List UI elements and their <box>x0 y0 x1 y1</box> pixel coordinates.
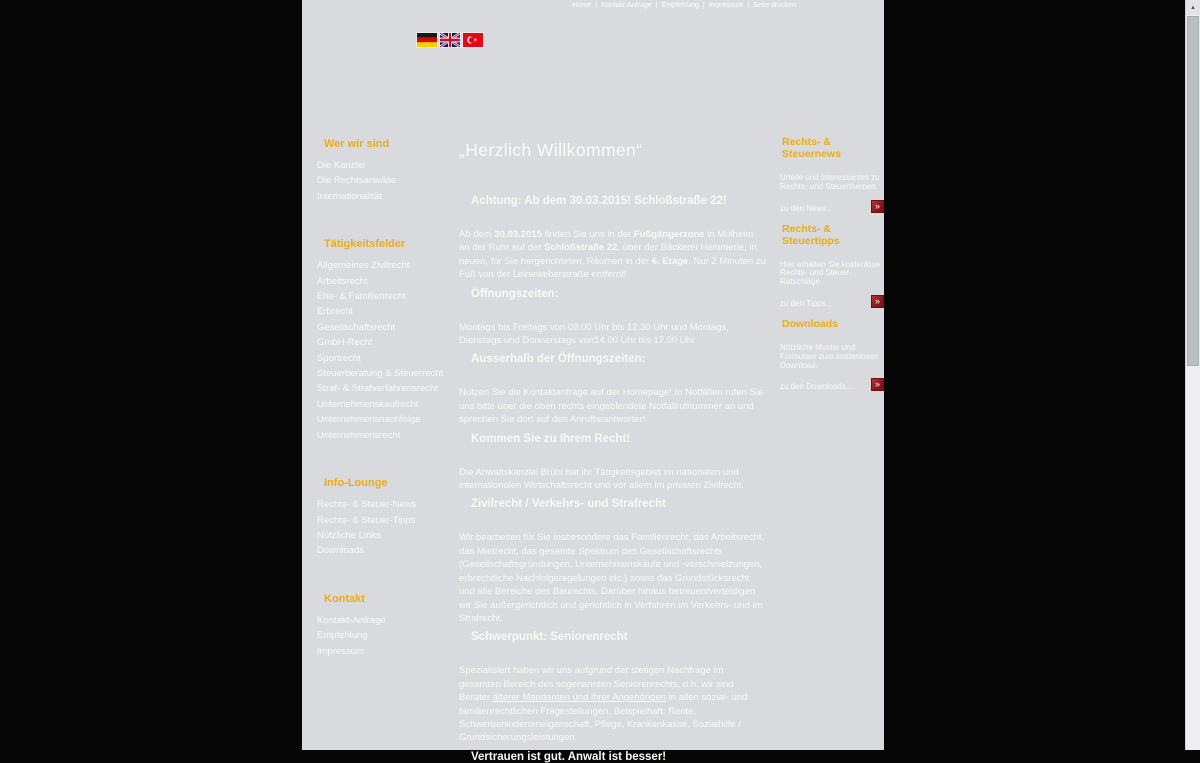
text-segment: finden Sie uns in der <box>541 229 634 240</box>
text-segment: Montags bis Freitags von 09.00 Uhr bis 12.30 Uhr und Montags, Dienstags und Donnerstags von14.00 Uhr bis 17.00 Uhr <box>459 321 729 347</box>
paragraph <box>459 466 766 493</box>
sidebar-item-die-kanzlei[interactable]: Die Kanzlei <box>317 160 366 171</box>
sidebar-item-downloads[interactable]: Downloads <box>317 545 364 557</box>
text-segment: Ab dem <box>459 229 495 240</box>
sidebar-item-arbeitsrecht[interactable]: Arbeitsrecht <box>317 275 368 287</box>
sidebar-item-unternehmensrecht[interactable]: Unternehmensrecht <box>317 429 401 441</box>
sidebar-item-allgemeines-zivilrecht[interactable]: Allgemeines Zivilrecht <box>317 260 410 272</box>
content-heading: Schwerpunkt: Seniorenrecht <box>471 631 628 644</box>
top-nav <box>573 2 796 9</box>
sidebar-item-ehe-familienrecht[interactable]: Ehe- & Familienrecht <box>317 291 406 303</box>
rail-box-rechts-steuertipps <box>780 223 884 308</box>
rail-box-title: Rechts- & Steuertipps <box>782 222 840 247</box>
paragraph <box>459 386 766 426</box>
sidebar-item-sportrecht[interactable]: Sportrecht <box>317 352 361 364</box>
content-heading: Zivilrecht / Verkehrs- und Strafrecht <box>471 498 666 511</box>
turkish-flag-icon[interactable] <box>463 33 483 47</box>
text-segment: 6. Etage <box>651 255 689 267</box>
nav-link-impressum[interactable]: Impressum <box>708 2 744 9</box>
text-segment: Die Anwaltskanzlei Brühl hat ihr Tätigkeitsgebiet im nationalen und internationalen Wirtschaftsrecht und vor allem im privaten Zivilrecht. <box>459 466 745 492</box>
content-heading: Vertrauen ist gut. Anwalt ist besser! <box>471 750 667 763</box>
rail-link-row <box>780 295 884 308</box>
text-segment: Wir bearbeiten für Sie insbesondere das Familienrecht, das Arbeitsrecht, das Mietrecht, das gesamte Spektrum des Gesellschaftsrechts (Gesellschaftsgründungen, Unternehmenskäufe und -verschmelzungen, erbrechtliche Nachfolgeregelungen etc.) sowie das Grundstücksrecht und alle Bereiche des Baurechts. Darüber hinaus betreuen/verteidigen wir Sie außergerichtlich und gerichtlich in Verfahren im Verkehrs- und im Strafrecht. <box>459 532 765 624</box>
paragraph <box>459 531 766 625</box>
sidebar-item-unternehmensnachfolge[interactable]: Unternehmensnachfolge <box>317 414 421 426</box>
sidebar-section-title: Wer wir sind <box>324 138 390 150</box>
rail-link-row <box>780 378 884 391</box>
sidebar-section-wer-wir-sind <box>317 138 459 204</box>
rail-link-zu-den-news[interactable]: zu den News... <box>780 203 833 213</box>
text-segment: Fußgängerzone <box>633 229 705 240</box>
nav-link-home[interactable]: Home <box>572 2 592 9</box>
text-segment: 30.03.2015 <box>494 229 542 240</box>
main-sections <box>459 195 766 763</box>
nav-link-kontakt-anfrage[interactable]: Kontakt-Anfrage <box>601 2 652 9</box>
sidebar-section-info-lounge <box>317 477 459 559</box>
sidebar-item-gesellschaftsrecht[interactable]: Gesellschaftsrecht <box>317 321 396 333</box>
sidebar-item-die-rechtsanw-lte[interactable]: Die Rechtsanwälte <box>317 175 397 187</box>
content-heading: Achtung: Ab dem 30.03.2015! Schloßstraße 22! <box>471 195 727 207</box>
german-flag-icon[interactable] <box>417 33 437 47</box>
sidebar-section-t-tigkeitsfelder <box>317 238 459 443</box>
main-content <box>459 140 766 763</box>
text-segment: Spezialisiert haben wir uns aufgrund der stetigen Nachfrage im gesamten Bereich des sogenannten Seniorenrechts, d.h. wir sind Berater <box>459 665 734 704</box>
paragraph <box>459 321 766 348</box>
scrollbar-up-arrow[interactable]: ▲ <box>1186 0 1200 15</box>
rail-box-text: Urteile und Interessantes zu Rechts- und Steuerthemen. <box>780 173 880 191</box>
rail-box-downloads <box>780 318 884 391</box>
sidebar-section-title: Kontakt <box>324 592 365 605</box>
nav-separator: | <box>747 2 750 9</box>
double-chevron-button[interactable]: » <box>871 295 884 308</box>
sidebar-section-title: Info-Lounge <box>324 477 388 490</box>
page-title: „Herzlich Willkommen“ <box>459 140 643 160</box>
sidebar-section-kontakt <box>317 593 459 659</box>
sidebar-item-impressum[interactable]: Impressum <box>317 645 364 657</box>
sidebar-item-gmbh-recht[interactable]: GmbH-Recht <box>317 337 373 349</box>
nav-separator: | <box>702 2 705 9</box>
text-segment: , über der Bäckerei Hemmerle, in neuen, für Sie hergerichteten, Räumen in der <box>459 242 757 267</box>
language-switcher <box>417 33 483 47</box>
rail-link-zu-den-downloads[interactable]: zu den Downloads... <box>780 382 853 392</box>
uk-flag-icon[interactable] <box>440 33 460 47</box>
content-heading: Öffnungszeiten: <box>471 287 559 300</box>
sidebar-section-title: Tätigkeitsfelder <box>324 238 406 251</box>
nav-separator: | <box>595 2 598 9</box>
text-segment: . Nur 2 Minuten zu Fuß von der Leineweberstraße entfernt! <box>459 255 766 281</box>
sidebar-item-unternehmenskaufrecht[interactable]: Unternehmenskaufrecht <box>317 398 419 410</box>
double-chevron-button[interactable]: » <box>871 378 884 391</box>
double-chevron-button[interactable]: » <box>871 200 884 213</box>
nav-separator: | <box>655 2 658 9</box>
nav-link-empfehlung[interactable]: Empfehlung <box>661 2 699 9</box>
content-heading: Kommen Sie zu Ihrem Recht! <box>471 432 631 445</box>
text-segment: in Mülheim an der Ruhr auf der <box>459 229 754 254</box>
sidebar-item-rechts-steuer-tipps[interactable]: Rechts- & Steuer-Tipps <box>317 514 416 526</box>
scrollbar[interactable] <box>1185 0 1200 750</box>
text-segment: Schloßstraße 22 <box>544 242 618 254</box>
left-sidebar <box>317 138 459 693</box>
rail-link-zu-den-tipps[interactable]: zu den Tipps... <box>780 298 833 308</box>
sidebar-item-erbrecht[interactable]: Erbrecht <box>317 306 353 318</box>
scrollbar-thumb[interactable] <box>1187 16 1199 366</box>
sidebar-item-kontakt-anfrage[interactable]: Kontakt-Anfrage <box>317 614 386 626</box>
rail-box-text: Hier erhalten Sie kostenlose Rechts- und Steuer-Ratschläge. <box>780 259 881 287</box>
sidebar-item-rechts-steuer-news[interactable]: Rechts- & Steuer-News <box>317 499 417 511</box>
inline-link[interactable]: älterer Mandanten und ihrer Angehörigen <box>492 692 667 704</box>
sidebar-item-empfehlung[interactable]: Empfehlung <box>317 630 368 642</box>
rail-box-rechts-steuernews <box>780 136 884 213</box>
sidebar-item-internationalit-t[interactable]: Internationalität <box>317 190 382 202</box>
text-segment: Nutzen Sie die Kontaktanfrage auf der Homepage! In Notfällen rufen Sie uns bitte über die oben rechts eingeblendete Notfallrufnummer an und sprechen Sie dort auf den Anrufbeantworter! <box>459 387 764 426</box>
rail-box-title: Downloads <box>782 317 839 330</box>
text-segment: in allen sozial- und familienrechtlichen Fragestellungen. Beispielhaft: Rente, Schwerbehinderteneigenschaft, Pflege, Krankenkasse, Sozialhilfe / Grundsicherungsleistungen. <box>459 692 748 744</box>
sidebar-item-straf-strafverfahrensrecht[interactable]: Straf- & Strafverfahrensrecht <box>317 383 438 395</box>
svg-text:★: ★ <box>473 37 478 43</box>
sidebar-item-n-tzliche-links[interactable]: Nützliche Links <box>317 529 381 541</box>
sidebar-item-steuerberatung-steuerrecht[interactable]: Steuerberatung & Steuerrecht <box>317 368 444 380</box>
right-rail <box>780 136 884 401</box>
rail-box-text: Nützliche Muster und Formulare zum kostenlosen Download. <box>780 342 879 370</box>
page <box>302 0 884 763</box>
rail-link-row <box>780 200 884 213</box>
paragraph <box>459 228 766 282</box>
content-heading: Ausserhalb der Öffnungszeiten: <box>471 353 646 366</box>
nav-link-seite-drucken[interactable]: Seite drucken <box>753 2 796 9</box>
rail-box-title: Rechts- & Steuernews <box>782 136 841 160</box>
paragraph <box>459 664 766 744</box>
